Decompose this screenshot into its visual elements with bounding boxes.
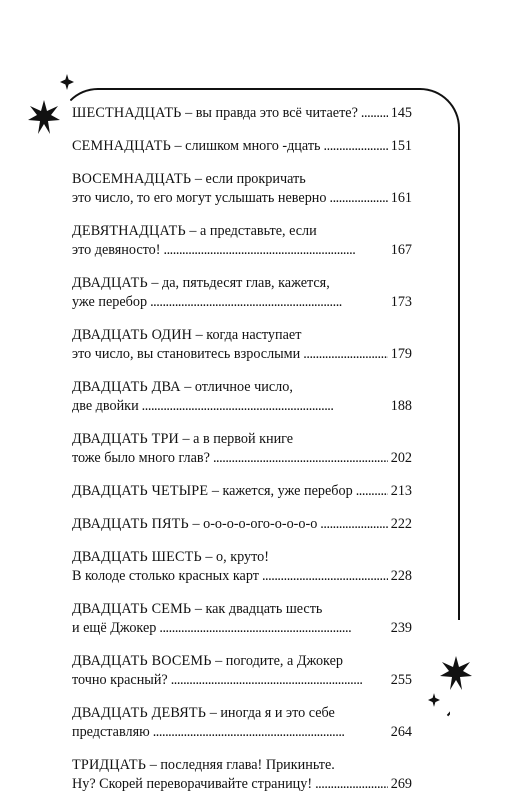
toc-entry [72,482,412,501]
page-number: 167 [390,242,412,258]
dot-leader [320,515,387,534]
dot-leader [361,104,388,123]
toc-line [72,397,412,416]
toc-entry [72,430,412,468]
page-number: 239 [390,620,412,636]
toc-entry [72,222,412,260]
chapter-subtitle: – о, круто! [201,549,269,565]
toc-line [72,274,412,293]
chapter-title: ШЕСТНАДЦАТЬ [72,105,182,121]
page-number: 179 [390,346,412,362]
dot-leader [213,449,388,468]
toc-line [72,704,412,723]
chapter-subtitle: – вы правда это всё читаете? [181,105,358,121]
toc-entry [72,378,412,416]
chapter-subtitle: – погодите, а Джокер [211,653,343,669]
toc-line [72,326,412,345]
dot-leader [329,189,387,208]
table-of-contents [72,104,412,808]
chapter-subtitle: Ну? Скорей переворачивайте страницу! [72,776,313,792]
page-number: 188 [390,398,412,414]
chapter-subtitle: – последняя глава! Прикиньте. [146,757,335,773]
dot-leader [356,482,388,501]
toc-line [72,482,412,501]
toc-entry [72,274,412,312]
large-star-icon [440,656,472,690]
toc-line [72,345,412,364]
chapter-subtitle: две двойки [72,398,139,414]
chapter-subtitle: – а представьте, если [185,223,317,239]
dot-leader [262,567,388,586]
toc-entry [72,600,412,638]
page-number: 264 [390,724,412,740]
dot-leader [153,723,388,742]
chapter-subtitle: – отличное число, [180,379,293,395]
toc-line [72,756,412,775]
chapter-subtitle: и ещё Джокер [72,620,157,636]
toc-line [72,619,412,638]
page-number: 222 [390,516,412,532]
page-number: 255 [390,672,412,688]
dot-leader [324,137,388,156]
page-number: 145 [390,105,412,121]
chapter-title: ДВАДЦАТЬ ТРИ [72,431,179,447]
toc-line [72,671,412,690]
dot-leader [171,671,388,690]
page-number: 213 [390,483,412,499]
toc-entry [72,326,412,364]
chapter-title: ДВАДЦАТЬ ВОСЕМЬ [72,653,212,669]
toc-line [72,430,412,449]
chapter-title: ВОСЕМНАДЦАТЬ [72,171,192,187]
chapter-subtitle: – да, пятьдесят глав, кажется, [147,275,330,291]
toc-line [72,170,412,189]
toc-line [72,189,412,208]
dot-leader [303,345,387,364]
chapter-title: ДВАДЦАТЬ СЕМЬ [72,601,192,617]
page-number: 202 [390,450,412,466]
toc-line [72,515,412,534]
toc-entry [72,170,412,208]
chapter-subtitle: уже перебор [72,294,148,310]
chapter-title: ДВАДЦАТЬ ОДИН [72,327,193,343]
toc-line [72,600,412,619]
chapter-subtitle: В колоде столько красных карт [72,568,259,584]
chapter-subtitle: – когда наступает [192,327,302,343]
toc-entry [72,104,412,123]
toc-line [72,137,412,156]
small-star-icon [428,693,440,707]
page-number: 269 [390,776,412,792]
toc-line [72,378,412,397]
toc-entry [72,652,412,690]
chapter-title: ДЕВЯТНАДЦАТЬ [72,223,186,239]
chapter-subtitle: это девяносто! [72,242,161,258]
toc-entry [72,548,412,586]
chapter-subtitle: это число, вы становитесь взрослыми [72,346,301,362]
chapter-title: СЕМНАДЦАТЬ [72,138,171,154]
chapter-subtitle: это число, то его могут услышать неверно [72,190,327,206]
dot-leader [159,619,387,638]
chapter-subtitle: – кажется, уже перебор [208,483,353,499]
chapter-title: ДВАДЦАТЬ ДЕВЯТЬ [72,705,207,721]
toc-line [72,104,412,123]
chapter-subtitle: точно красный? [72,672,168,688]
page-number: 228 [390,568,412,584]
dot-leader [142,397,388,416]
toc-line [72,241,412,260]
dot-leader [315,775,388,794]
page-number: 173 [390,294,412,310]
chapter-title: ДВАДЦАТЬ ШЕСТЬ [72,549,202,565]
chapter-subtitle: – если прокричать [191,171,306,187]
dot-leader [150,293,388,312]
toc-entry [72,704,412,742]
chapter-title: ДВАДЦАТЬ ДВА [72,379,181,395]
toc-entry [72,137,412,156]
chapter-subtitle: – а в первой книге [178,431,294,447]
toc-line [72,222,412,241]
toc-line [72,723,412,742]
chapter-title: ТРИДЦАТЬ [72,757,147,773]
chapter-subtitle: – слишком много -дцать [170,138,321,154]
toc-entry [72,756,412,794]
toc-line [72,293,412,312]
page-number: 151 [390,138,412,154]
chapter-subtitle: тоже было много глав? [72,450,210,466]
large-star-icon [28,100,60,134]
chapter-subtitle: – иногда я и это себе [206,705,335,721]
toc-line [72,548,412,567]
dot-leader [163,241,387,260]
chapter-title: ДВАДЦАТЬ [72,275,148,291]
chapter-title: ДВАДЦАТЬ ЧЕТЫРЕ [72,483,209,499]
page-number: 161 [390,190,412,206]
chapter-subtitle: – как двадцать шесть [191,601,323,617]
chapter-title: ДВАДЦАТЬ ПЯТЬ [72,516,189,532]
toc-line [72,449,412,468]
toc-entry [72,515,412,534]
chapter-subtitle: представляю [72,724,150,740]
toc-line [72,652,412,671]
toc-line [72,775,412,794]
toc-line [72,567,412,586]
small-star-icon [60,74,74,90]
chapter-subtitle: – о-о-о-о-ого-о-о-о-о [188,516,318,532]
